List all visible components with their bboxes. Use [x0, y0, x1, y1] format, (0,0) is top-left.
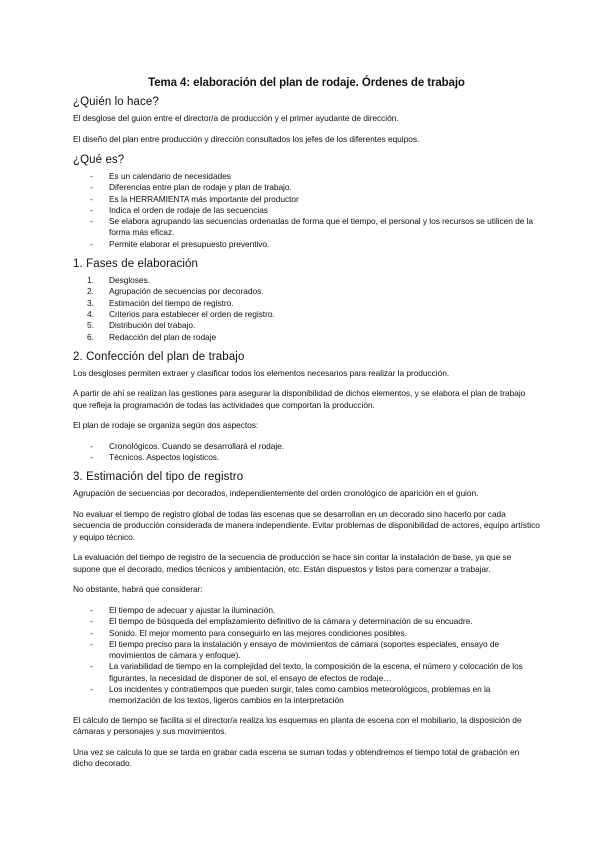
- list-number: 6.: [87, 331, 94, 342]
- list-item-text: Se elabora agrupando las secuencias ordenadas de forma que el tiempo, el personal y los recursos se utilicen de la forma más eficaz.: [109, 216, 534, 238]
- list-item: [73, 182, 540, 193]
- list-item-text: Agrupación de secuencias por decorados.: [109, 286, 264, 297]
- paragraph: El desglose del guion entre el director/a de producción y el primer ayudante de dirección.: [73, 113, 399, 123]
- list-item: [73, 171, 540, 182]
- list-item-text: Desgloses.: [109, 275, 150, 286]
- list-item: [73, 441, 540, 452]
- list-item: [73, 286, 540, 297]
- list-number: 1.: [87, 275, 94, 286]
- list-dash: -: [90, 440, 93, 451]
- list-item-text: Sonido. El mejor momento para conseguirlo en las mejores condiciones posibles.: [109, 627, 407, 638]
- list-item-text: Indica el orden de rodaje de las secuencias: [109, 204, 268, 215]
- list-item-text: Permite elaborar el presupuesto preventivo.: [109, 238, 270, 249]
- list-item-text: El tiempo de adecuar y ajustar la iluminación.: [109, 604, 276, 615]
- list-number: 3.: [87, 297, 94, 308]
- aspectos-list: [73, 441, 540, 464]
- list-item: [73, 275, 540, 286]
- list-dash: -: [90, 193, 93, 204]
- list-item: [73, 452, 540, 463]
- list-dash: -: [90, 238, 93, 249]
- paragraph: El cálculo de tiempo se facilita si el director/a realiza los esquemas en planta de escena con el mobiliario, la disposición de cámaras y personajes y sus movimientos.: [73, 714, 522, 737]
- list-item-text: Es la HERRAMIENTA más importante del productor: [109, 193, 299, 204]
- paragraph: El diseño del plan entre producción y dirección consultados los jefes de los diferentes equipos.: [73, 133, 420, 144]
- list-item: [73, 309, 540, 320]
- list-item: [73, 320, 540, 331]
- paragraph: La evaluación del tiempo de registro de la secuencia de producción se hace sin contar la instalación de base, ya que se supone que el decorado, medios técnicos y ambientación, etc. Están dispuestos y listos para comenzar a trabajar.: [73, 552, 512, 574]
- paragraph: Los desgloses permiten extraer y clasificar todos los elementos necesarios para realizar la producción.: [73, 367, 450, 378]
- list-item-text: Diferencias entre plan de rodaje y plan de trabajo.: [109, 182, 292, 193]
- list-item-text: Redacción del plan de rodaje: [109, 331, 217, 342]
- list-number: 2.: [87, 286, 94, 297]
- document-title: Tema 4: elaboración del plan de rodaje. Órdenes de trabajo: [148, 77, 465, 89]
- list-dash: -: [90, 638, 93, 649]
- list-dash: -: [90, 627, 93, 638]
- list-dash: -: [90, 204, 93, 215]
- list-item: [73, 205, 540, 216]
- list-item: [73, 661, 540, 684]
- list-number: 4.: [87, 308, 94, 319]
- fases-list: [73, 275, 540, 343]
- list-item: [73, 298, 540, 309]
- list-item-text: Criterios para establecer el orden de registro.: [109, 308, 275, 319]
- list-dash: -: [90, 616, 93, 627]
- heading-estimacion: 3. Estimación del tipo de registro: [73, 471, 244, 484]
- list-item-text: El tiempo preciso para la instalación y ensayo de movimientos de cámara (soportes especiales, ensayo de movimientos de cámara y enfoque).: [109, 638, 500, 661]
- heading-que-es: ¿Qué es?: [73, 154, 125, 166]
- list-item-text: Cronológicos. Cuando se desarrollará el rodaje.: [109, 440, 285, 451]
- list-item: [73, 239, 540, 250]
- list-dash: -: [90, 182, 93, 193]
- paragraph: Una vez se calcula lo que se tarda en grabar cada escena se suman todas y obtendremos el tiempo total de grabación en dicho decorado.: [73, 746, 520, 769]
- considerar-list: [73, 605, 540, 707]
- list-item-text: Estimación del tiempo de registro.: [109, 297, 234, 308]
- list-item: [73, 194, 540, 205]
- list-item: [73, 639, 540, 662]
- list-dash: -: [90, 171, 93, 181]
- list-item-text: Es un calendario de necesidades: [109, 171, 231, 181]
- list-item: [73, 605, 540, 616]
- list-dash: -: [90, 684, 93, 695]
- list-dash: -: [90, 216, 93, 227]
- list-dash: -: [90, 604, 93, 615]
- list-item: [73, 216, 540, 239]
- paragraph: A partir de ahí se realizan las gestiones para asegurar la disponibilidad de dichos elementos, y se elabora el plan de trabajo que refleja la programación de todas las actividades que comportan la producción.: [73, 388, 526, 410]
- list-dash: -: [90, 452, 93, 463]
- list-item: [73, 628, 540, 639]
- paragraph: Agrupación de secuencias por decorados, independientemente del orden cronológico de aparición en el guion.: [73, 488, 479, 499]
- heading-confeccion: 2. Confección del plan de trabajo: [73, 350, 245, 363]
- list-item-text: La variabilidad de tiempo en la complejidad del texto, la composición de la escena, el número y colocación de los figurantes, la necesidad de disponer de sol, el ensayo de efectos de rodaje…: [109, 661, 523, 683]
- heading-fases: 1. Fases de elaboración: [73, 258, 199, 271]
- list-item: [73, 684, 540, 707]
- paragraph: No evaluar el tiempo de registro global de todas las escenas que se desarrollan en un decorado sino hacerlo por cada secuencia de producción considerada de manera independiente. Evitar problemas de disponibilidad de actores, equipo artístico y equipo técnico.: [73, 508, 540, 542]
- list-number: 5.: [87, 320, 94, 331]
- list-item-text: El tiempo de búsqueda del emplazamiento definitivo de la cámara y determinación de su encuadre.: [109, 616, 473, 627]
- list-item: [73, 332, 540, 343]
- list-item-text: Distribución del trabajo.: [109, 320, 196, 331]
- paragraph: El plan de rodaje se organiza según dos aspectos:: [73, 420, 259, 431]
- list-item-text: Técnicos. Aspectos logísticos.: [109, 452, 220, 463]
- list-item-text: Los incidentes y contratiempos que pueden surgir, tales como cambios meteorológicos, problemas en la memorización de los textos, ligeros cambios en la interpretación: [109, 684, 491, 706]
- que-es-list: [73, 171, 540, 250]
- list-dash: -: [90, 661, 93, 672]
- paragraph: No obstante, habrá que considerar:: [73, 584, 203, 595]
- list-item: [73, 616, 540, 627]
- heading-quien: ¿Quién lo hace?: [73, 96, 159, 108]
